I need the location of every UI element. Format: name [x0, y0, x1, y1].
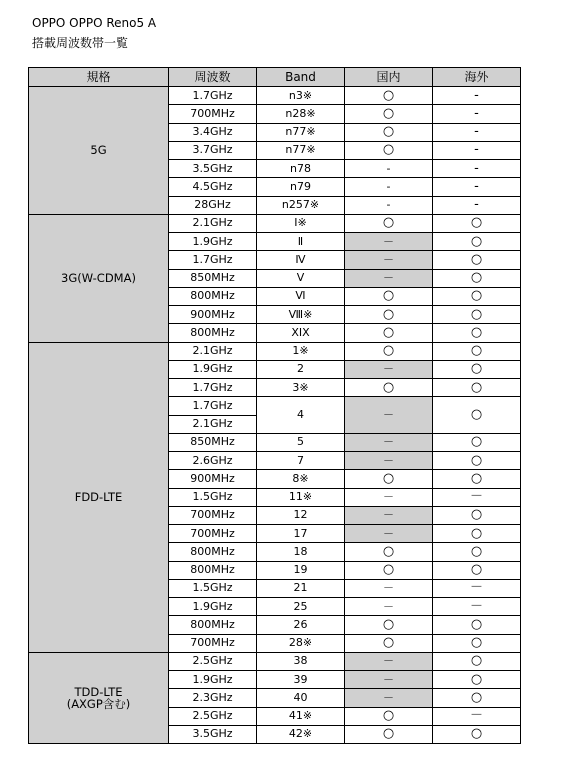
domestic-cell: ○ — [345, 324, 433, 342]
band-cell: 11※ — [257, 488, 345, 506]
domestic-cell: ○ — [345, 141, 433, 159]
overseas-cell: － — [433, 598, 521, 616]
frequency-cell: 1.7GHz — [169, 379, 257, 397]
frequency-cell: 1.7GHz — [169, 87, 257, 105]
frequency-cell: 800MHz — [169, 324, 257, 342]
domestic-cell: ○ — [345, 725, 433, 743]
overseas-cell: ○ — [433, 616, 521, 634]
overseas-cell: ○ — [433, 306, 521, 324]
frequency-header: 周波数 — [169, 68, 257, 87]
standard-cell: 5G — [29, 87, 169, 215]
band-cell: Ⅱ — [257, 233, 345, 251]
band-cell: 25 — [257, 598, 345, 616]
frequency-cell: 1.5GHz — [169, 488, 257, 506]
domestic-cell: ○ — [345, 214, 433, 232]
overseas-header: 海外 — [433, 68, 521, 87]
overseas-cell: ○ — [433, 671, 521, 689]
overseas-cell: ○ — [433, 287, 521, 305]
table-row — [29, 342, 521, 360]
domestic-cell: ○ — [345, 561, 433, 579]
domestic-cell: ○ — [345, 470, 433, 488]
band-cell: 41※ — [257, 707, 345, 725]
overseas-cell: ○ — [433, 652, 521, 670]
domestic-cell: － — [345, 433, 433, 451]
overseas-cell: ○ — [433, 433, 521, 451]
domestic-cell: － — [345, 506, 433, 524]
frequency-cell: 28GHz — [169, 196, 257, 214]
domestic-header: 国内 — [345, 68, 433, 87]
overseas-cell: － — [433, 488, 521, 506]
overseas-cell: ○ — [433, 342, 521, 360]
frequency-cell: 2.1GHz — [169, 214, 257, 232]
domestic-cell: - — [345, 160, 433, 178]
domestic-cell: ○ — [345, 543, 433, 561]
frequency-cell: 900MHz — [169, 306, 257, 324]
frequency-cell: 2.1GHz — [169, 415, 257, 433]
overseas-cell: ○ — [433, 543, 521, 561]
frequency-cell: 2.3GHz — [169, 689, 257, 707]
band-header: Band — [257, 68, 345, 87]
frequency-cell: 4.5GHz — [169, 178, 257, 196]
frequency-cell: 850MHz — [169, 433, 257, 451]
domestic-cell: - — [345, 178, 433, 196]
frequency-cell: 1.9GHz — [169, 360, 257, 378]
domestic-cell: ○ — [345, 342, 433, 360]
domestic-cell: ○ — [345, 707, 433, 725]
overseas-cell: ○ — [433, 251, 521, 269]
frequency-cell: 700MHz — [169, 105, 257, 123]
standard-cell: TDD-LTE (AXGP含む) — [29, 652, 169, 743]
table-header-row — [29, 68, 521, 87]
overseas-cell: － — [433, 579, 521, 597]
overseas-cell: ○ — [433, 525, 521, 543]
domestic-cell: ○ — [345, 87, 433, 105]
overseas-cell: ○ — [433, 470, 521, 488]
domestic-cell: － — [345, 671, 433, 689]
overseas-cell: ○ — [433, 689, 521, 707]
overseas-cell: － — [433, 707, 521, 725]
band-cell: 2 — [257, 360, 345, 378]
frequency-cell: 800MHz — [169, 543, 257, 561]
overseas-cell: ○ — [433, 397, 521, 434]
overseas-cell: - — [433, 196, 521, 214]
table-row — [29, 652, 521, 670]
frequency-cell: 1.7GHz — [169, 251, 257, 269]
domestic-cell: － — [345, 525, 433, 543]
frequency-cell: 2.6GHz — [169, 452, 257, 470]
domestic-cell: ○ — [345, 123, 433, 141]
frequency-band-table — [28, 67, 521, 744]
overseas-cell: ○ — [433, 506, 521, 524]
frequency-cell: 1.5GHz — [169, 579, 257, 597]
frequency-cell: 800MHz — [169, 287, 257, 305]
frequency-cell: 3.4GHz — [169, 123, 257, 141]
band-cell: n78 — [257, 160, 345, 178]
band-cell: 3※ — [257, 379, 345, 397]
frequency-cell: 3.7GHz — [169, 141, 257, 159]
band-cell: 5 — [257, 433, 345, 451]
overseas-cell: ○ — [433, 324, 521, 342]
overseas-cell: ○ — [433, 725, 521, 743]
frequency-cell: 700MHz — [169, 506, 257, 524]
domestic-cell: - — [345, 196, 433, 214]
domestic-cell: － — [345, 233, 433, 251]
standard-cell: FDD-LTE — [29, 342, 169, 652]
frequency-cell: 2.5GHz — [169, 652, 257, 670]
overseas-cell: - — [433, 178, 521, 196]
domestic-cell: － — [345, 269, 433, 287]
frequency-cell: 800MHz — [169, 561, 257, 579]
band-cell: n3※ — [257, 87, 345, 105]
band-cell: 28※ — [257, 634, 345, 652]
band-cell: 7 — [257, 452, 345, 470]
standard-cell: 3G(W-CDMA) — [29, 214, 169, 342]
domestic-cell: － — [345, 452, 433, 470]
domestic-cell: － — [345, 689, 433, 707]
domestic-cell: ○ — [345, 287, 433, 305]
document-title: OPPO OPPO Reno5 A — [32, 16, 157, 30]
band-cell: Ⅴ — [257, 269, 345, 287]
overseas-cell: ○ — [433, 233, 521, 251]
domestic-cell: ○ — [345, 616, 433, 634]
frequency-cell: 1.7GHz — [169, 397, 257, 415]
overseas-cell: - — [433, 160, 521, 178]
frequency-cell: 700MHz — [169, 525, 257, 543]
overseas-cell: - — [433, 141, 521, 159]
band-cell: 8※ — [257, 470, 345, 488]
domestic-cell: ○ — [345, 379, 433, 397]
band-cell: 19 — [257, 561, 345, 579]
table-row — [29, 214, 521, 232]
overseas-cell: ○ — [433, 214, 521, 232]
band-cell: XIX — [257, 324, 345, 342]
band-cell: 12 — [257, 506, 345, 524]
band-cell: 21 — [257, 579, 345, 597]
band-cell: 39 — [257, 671, 345, 689]
band-cell: Ⅰ※ — [257, 214, 345, 232]
overseas-cell: ○ — [433, 379, 521, 397]
band-cell: Ⅷ※ — [257, 306, 345, 324]
band-cell: Ⅳ — [257, 251, 345, 269]
frequency-cell: 700MHz — [169, 634, 257, 652]
frequency-cell: 3.5GHz — [169, 725, 257, 743]
band-cell: 18 — [257, 543, 345, 561]
band-cell: 42※ — [257, 725, 345, 743]
overseas-cell: ○ — [433, 634, 521, 652]
overseas-cell: - — [433, 105, 521, 123]
frequency-cell: 1.9GHz — [169, 598, 257, 616]
document-subtitle: 搭載周波数帯一覧 — [32, 36, 129, 50]
frequency-cell: 3.5GHz — [169, 160, 257, 178]
domestic-cell: － — [345, 488, 433, 506]
overseas-cell: - — [433, 123, 521, 141]
band-cell: n77※ — [257, 123, 345, 141]
domestic-cell: － — [345, 652, 433, 670]
band-cell: 40 — [257, 689, 345, 707]
frequency-cell: 1.9GHz — [169, 671, 257, 689]
band-cell: 4 — [257, 397, 345, 434]
overseas-cell: - — [433, 87, 521, 105]
frequency-cell: 900MHz — [169, 470, 257, 488]
frequency-cell: 2.5GHz — [169, 707, 257, 725]
table-row — [29, 87, 521, 105]
domestic-cell: － — [345, 598, 433, 616]
domestic-cell: ○ — [345, 306, 433, 324]
overseas-cell: ○ — [433, 561, 521, 579]
domestic-cell: ○ — [345, 634, 433, 652]
band-cell: 26 — [257, 616, 345, 634]
frequency-cell: 1.9GHz — [169, 233, 257, 251]
overseas-cell: ○ — [433, 269, 521, 287]
band-cell: n28※ — [257, 105, 345, 123]
band-cell: 38 — [257, 652, 345, 670]
domestic-cell: － — [345, 579, 433, 597]
frequency-cell: 850MHz — [169, 269, 257, 287]
frequency-cell: 2.1GHz — [169, 342, 257, 360]
domestic-cell: ○ — [345, 105, 433, 123]
standard-header: 規格 — [29, 68, 169, 87]
domestic-cell: － — [345, 397, 433, 434]
overseas-cell: ○ — [433, 360, 521, 378]
band-cell: n79 — [257, 178, 345, 196]
band-cell: n257※ — [257, 196, 345, 214]
domestic-cell: － — [345, 360, 433, 378]
overseas-cell: ○ — [433, 452, 521, 470]
frequency-cell: 800MHz — [169, 616, 257, 634]
band-cell: Ⅵ — [257, 287, 345, 305]
domestic-cell: － — [345, 251, 433, 269]
band-cell: 1※ — [257, 342, 345, 360]
band-cell: n77※ — [257, 141, 345, 159]
band-cell: 17 — [257, 525, 345, 543]
